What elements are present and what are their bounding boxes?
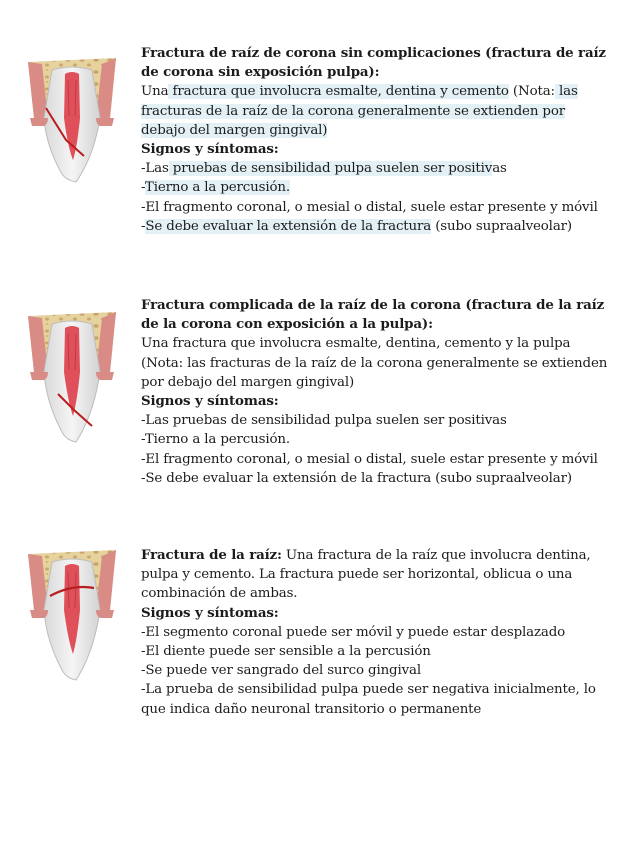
sign-item: -La prueba de sensibilidad pulpa puede ser negativa inicialmente, lo que indica daño neuronal transitorio o permanente [141, 682, 596, 717]
sign-item: -Se debe evaluar la extensión de la fractura (subo supraalveolar) [141, 218, 572, 234]
signs-label: Signos y síntomas: [141, 141, 279, 158]
sign-item: -Se debe evaluar la extensión de la fractura (subo supraalveolar) [141, 470, 572, 486]
signs-label: Signos y síntomas: [141, 393, 279, 410]
section-title: Fractura de raíz de corona sin complicaciones (fractura de raíz de corona sin exposición pulpa): [141, 45, 606, 81]
sign-item: -Tierno a la percusión. [141, 432, 290, 448]
tooth-crown-root-fracture-pulp-icon [22, 310, 122, 450]
tooth-crown-root-fracture-icon [22, 56, 122, 190]
sign-item: -Tierno a la percusión. [141, 180, 290, 196]
section-description: Una fractura que involucra esmalte, dentina, cemento y la pulpa (Nota: las fracturas de la raíz de la corona generalmente se extienden por debajo del margen gingival) [141, 336, 608, 390]
sign-item: -Se puede ver sangrado del surco gingival [141, 663, 421, 679]
sign-item: -El fragmento coronal, o mesial o distal, suele estar presente y móvil [141, 199, 598, 215]
section-title: Fractura de la raíz: [141, 547, 282, 563]
sign-item: -El diente puede ser sensible a la percusión [141, 644, 431, 660]
sign-item: -El segmento coronal puede ser móvil y puede estar desplazado [141, 624, 566, 640]
section-title: Fractura complicada de la raíz de la corona (fractura de la raíz de la corona con exposición a la pulpa): [141, 297, 605, 333]
tooth-root-fracture-icon [22, 548, 122, 688]
sign-item: -Las pruebas de sensibilidad pulpa suelen ser positivas [141, 161, 507, 177]
sign-item: -El fragmento coronal, o mesial o distal, suele estar presente y móvil [141, 451, 598, 467]
section-description: Fractura de la raíz: Una fractura de la raíz que involucra dentina, pulpa y cemento. La fractura puede ser horizontal, oblicua o una combinación de ambas. [141, 547, 591, 602]
section-description: Una fractura que involucra esmalte, dentina y cemento (Nota: las fracturas de la raíz de la corona generalmente se extienden por debajo del margen gingival) [141, 84, 578, 138]
signs-label: Signos y síntomas: [141, 604, 279, 621]
sign-item: -Las pruebas de sensibilidad pulpa suelen ser positivas [141, 413, 507, 429]
